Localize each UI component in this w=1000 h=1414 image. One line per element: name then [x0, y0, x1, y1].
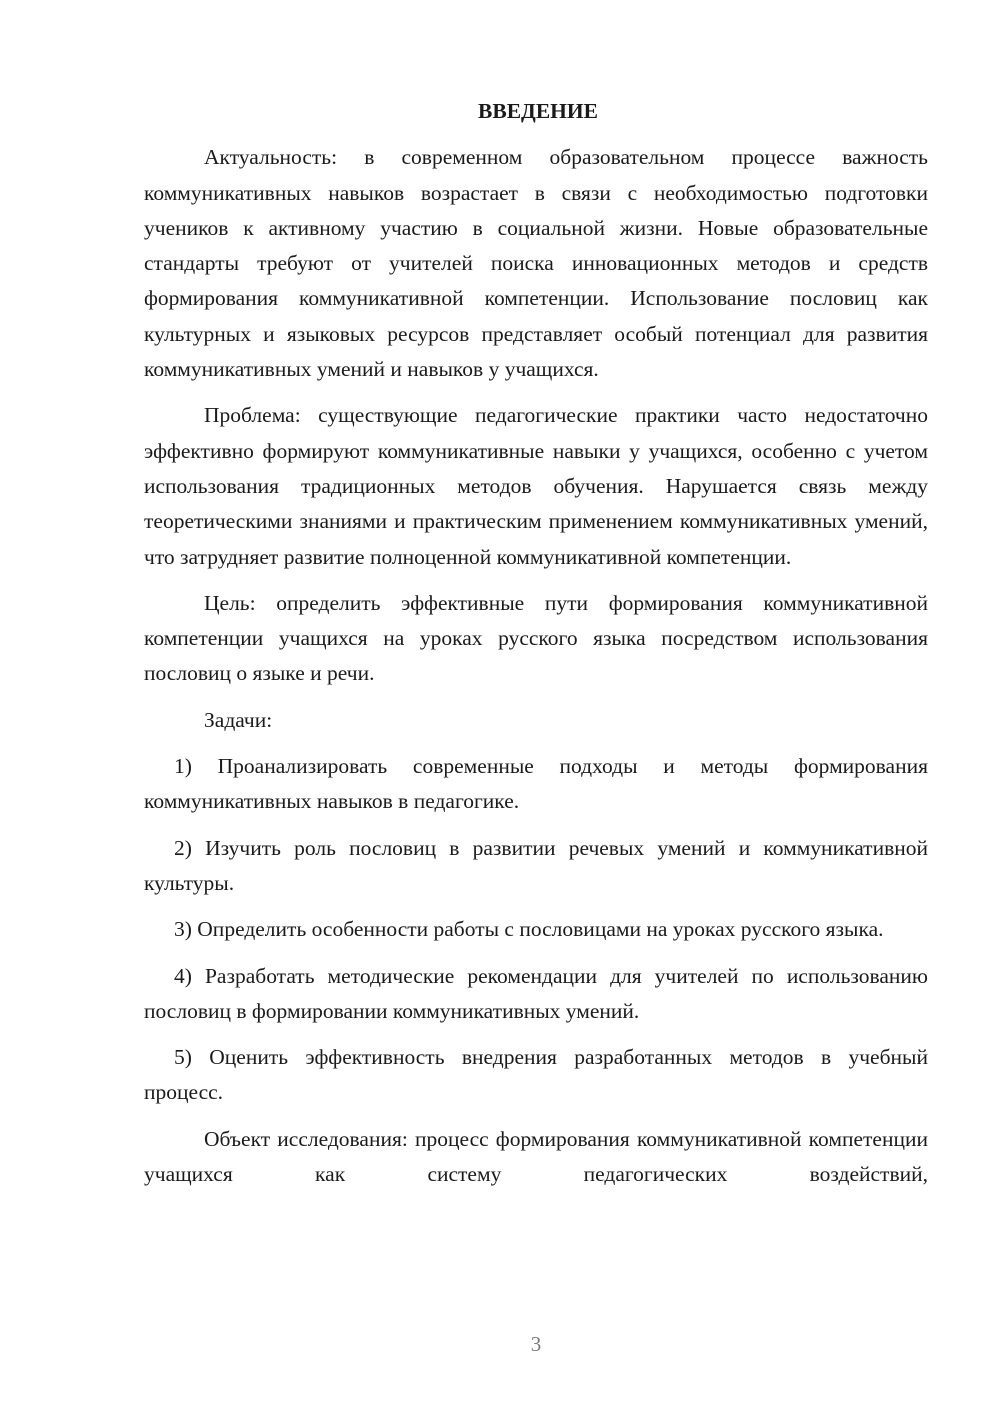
tasks-label: Задачи:	[204, 707, 273, 732]
paragraph-relevance: Актуальность: в современном образовательном процессе важность коммуникативных навыков возрастает в связи с необходимостью подготовки учеников к активному участию в социальной жизни. Новые образовательные стандарты требуют от учителей поиска инновационных методов и средств формирования коммуникативной компетенции. Использование пословиц как культурных и языковых ресурсов представляет особый потенциал для развития коммуникативных умений и навыков у учащихся.	[144, 145, 928, 382]
task-item-4: 4) Разработать методические рекомендации для учителей по использованию пословиц в формировании коммуникативных умений.	[144, 963, 928, 1023]
paragraph-goal: Цель: определить эффективные пути формирования коммуникативной компетенции учащихся на уроках русского языка посредством использования пословиц о языке и речи.	[144, 590, 928, 686]
task-item-3: 3) Определить особенности работы с пословицами на уроках русского языка.	[174, 917, 884, 942]
section-heading: ВВЕДЕНИЕ	[478, 99, 598, 123]
page-number: 3	[530, 1332, 542, 1356]
task-item-2: 2) Изучить роль пословиц в развитии речевых умений и коммуникативной культуры.	[144, 835, 928, 895]
task-item-1: 1) Проанализировать современные подходы и методы формирования коммуникативных навыков в педагогике.	[144, 754, 928, 814]
task-item-5: 5) Оценить эффективность внедрения разработанных методов в учебный процесс.	[144, 1045, 928, 1105]
paragraph-problem: Проблема: существующие педагогические практики часто недостаточно эффективно формируют коммуникативные навыки у учащихся, особенно с учетом использования традиционных методов обучения. Нарушается связь между теоретическими знаниями и практическим применением коммуникативных умений, что затрудняет развитие полноценной коммуникативной компетенции.	[144, 403, 928, 569]
page-content	[144, 94, 928, 1192]
paragraph-object: Объект исследования: процесс формирования коммуникативной компетенции учащихся как систему педагогических воздействий,	[144, 1126, 928, 1187]
